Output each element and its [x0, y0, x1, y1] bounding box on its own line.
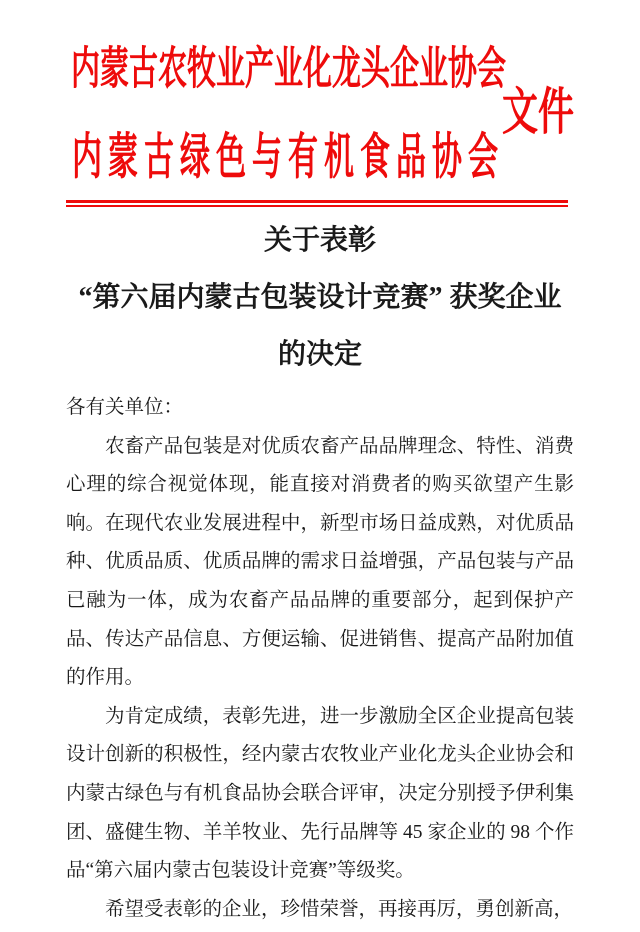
- title-line3: 的决定: [277, 339, 362, 370]
- body-paragraph-1: 农畜产品包装是对优质农畜产品品牌理念、特性、消费心理的综合视觉体现，能直接对消费者的购买欲望产生影响。在现代农业发展进程中，新型市场日益成熟，对优质品种、优质品质、优质品牌的需求日益增强，产品包装与产品已融为一体，成为农畜产品品牌的重要部分，起到保护产品、传达产品信息、方便运输、促进销售、提高产品附加值的作用。: [66, 435, 574, 689]
- salutation: 各有关单位：: [66, 397, 184, 418]
- document-title: [0, 212, 640, 383]
- letterhead-doc-label: 文件: [502, 84, 575, 141]
- letterhead-org-line2: 内蒙古绿色与有机食品协会: [72, 130, 504, 186]
- letterhead-divider: [66, 200, 568, 207]
- body-paragraph-2: 为肯定成绩，表彰先进，进一步激励全区企业提高包装设计创新的积极性，经内蒙古农牧业产业化龙头企业协会和内蒙古绿色与有机食品协会联合评审，决定分别授予伊利集团、盛健生物、羊羊牧业、先行品牌等 45 家企业的 98 个作品“第六届内蒙古包装设计竞赛”等级奖。: [66, 705, 574, 882]
- body-paragraph-3: 希望受表彰的企业，珍惜荣誉，再接再厉，勇创新高，: [105, 898, 574, 920]
- title-line2: “第六届内蒙古包装设计竞赛” 获奖企业: [78, 282, 562, 313]
- divider-thick-rule: [66, 200, 568, 203]
- title-line1: 关于表彰: [263, 225, 376, 256]
- document-body: [66, 389, 574, 929]
- divider-thin-rule: [66, 205, 568, 207]
- letterhead-org-line1: 内蒙古农牧业产业化龙头企业协会: [71, 44, 507, 95]
